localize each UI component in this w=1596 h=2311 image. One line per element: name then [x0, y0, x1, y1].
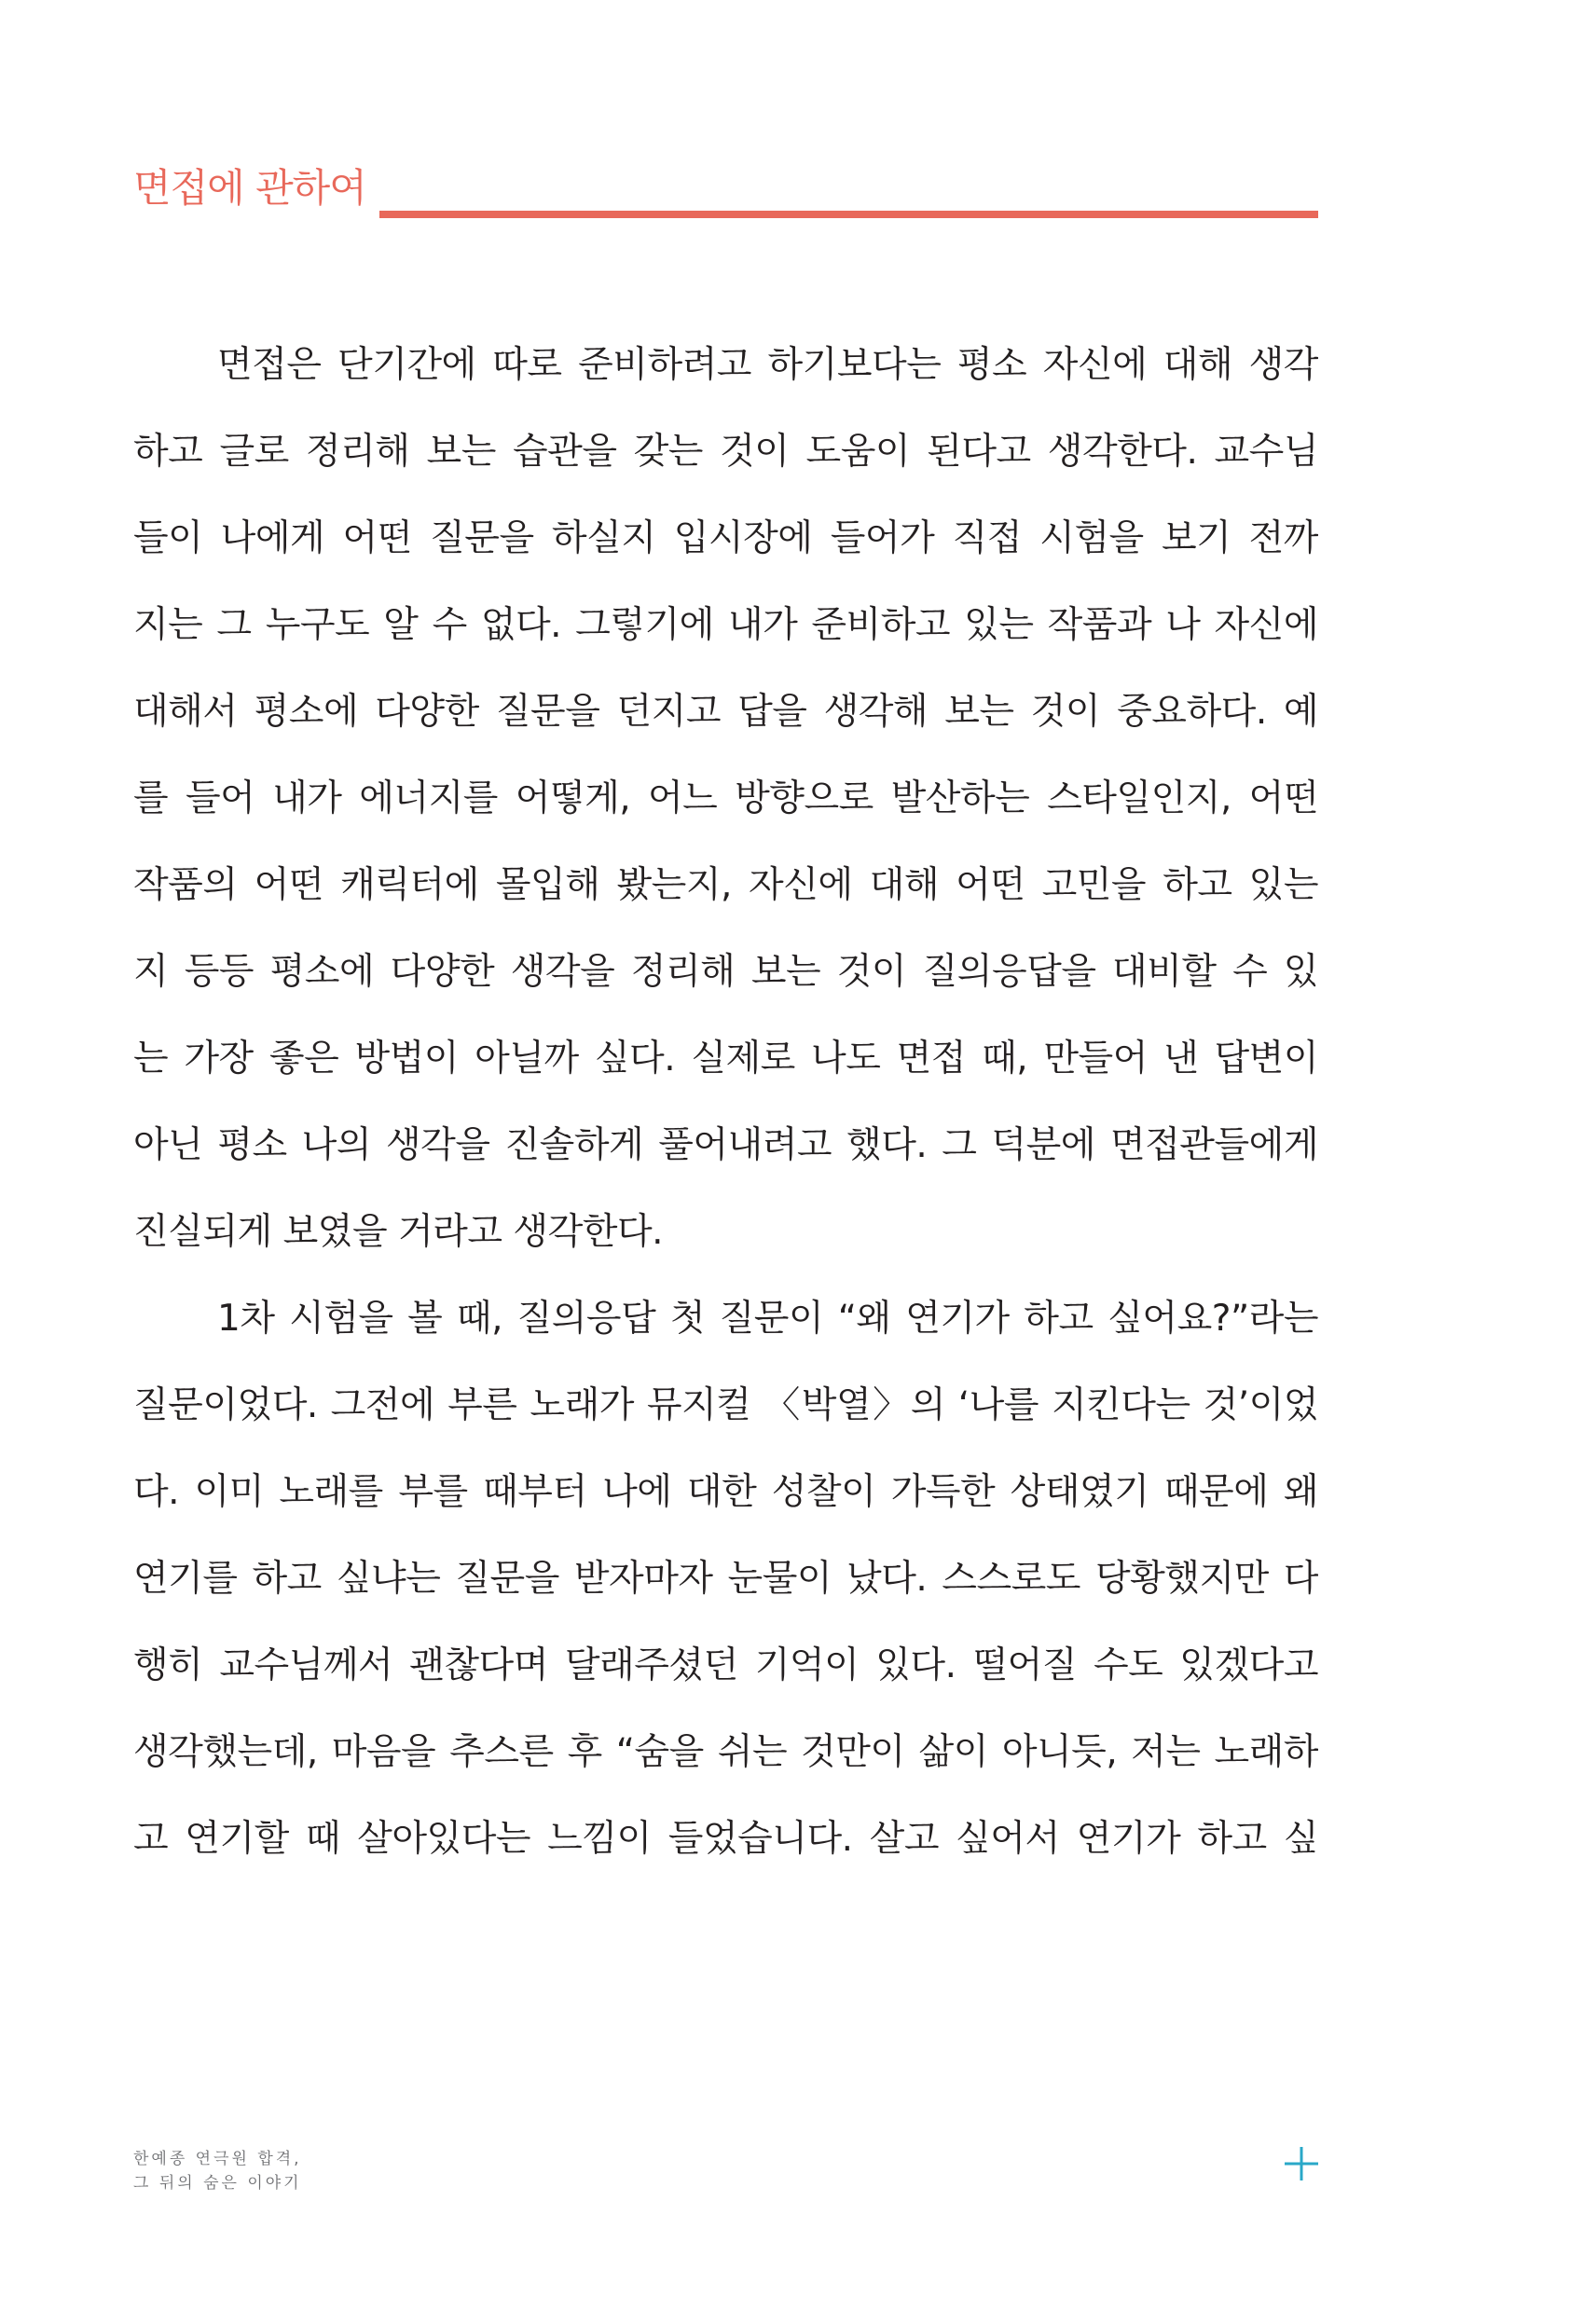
- text-line: 들이 나에게 어떤 질문을 하실지 입시장에 들어가 직접 시험을 보기 전까: [133, 517, 1318, 559]
- paragraph-1: [133, 322, 1318, 1275]
- text-line: 1차 시험을 볼 때, 질의응답 첫 질문이 “왜 연기가 하고 싶어요?”라는: [217, 1298, 1318, 1340]
- text-line: 대해서 평소에 다양한 질문을 던지고 답을 생각해 보는 것이 중요하다. 예: [133, 691, 1318, 733]
- footer-book-title-line: 한예종 연극원 합격,: [133, 2150, 302, 2168]
- text-line: 고 연기할 때 살아있다는 느낌이 들었습니다. 살고 싶어서 연기가 하고 싶: [133, 1818, 1318, 1860]
- text-line: 연기를 하고 싶냐는 질문을 받자마자 눈물이 났다. 스스로도 당황했지만 다: [133, 1558, 1318, 1600]
- text-line: 아닌 평소 나의 생각을 진솔하게 풀어내려고 했다. 그 덕분에 면접관들에게: [133, 1124, 1318, 1166]
- text-line: 면접은 단기간에 따로 준비하려고 하기보다는 평소 자신에 대해 생각: [217, 344, 1318, 386]
- text-line: 생각했는데, 마음을 추스른 후 “숨을 쉬는 것만이 삶이 아니듯, 저는 노래하: [133, 1731, 1318, 1773]
- section-title: 면접에 관하여: [133, 165, 366, 211]
- text-line: 다. 이미 노래를 부를 때부터 나에 대한 성찰이 가득한 상태였기 때문에 왜: [133, 1471, 1318, 1513]
- text-line: 질문이었다. 그전에 부른 노래가 뮤지컬 〈박열〉의 ‘나를 지킨다는 것’이었: [133, 1384, 1318, 1426]
- footer-book-title: [133, 2147, 302, 2195]
- text-line: 지는 그 누구도 알 수 없다. 그렇기에 내가 준비하고 있는 작품과 나 자신에: [133, 604, 1318, 646]
- section-title-rule: [379, 211, 1318, 218]
- text-line: 를 들어 내가 에너지를 어떻게, 어느 방향으로 발산하는 스타일인지, 어떤: [133, 777, 1318, 819]
- text-line: 진실되게 보였을 거라고 생각한다.: [133, 1211, 664, 1253]
- text-line: 작품의 어떤 캐릭터에 몰입해 봤는지, 자신에 대해 어떤 고민을 하고 있는: [133, 864, 1318, 906]
- footer-book-title-line: 그 뒤의 숨은 이야기: [133, 2174, 302, 2193]
- section-header: [133, 157, 1318, 222]
- plus-icon: [1285, 2147, 1318, 2180]
- body-text: [133, 322, 1318, 1888]
- text-line: 행히 교수님께서 괜찮다며 달래주셨던 기억이 있다. 떨어질 수도 있겠다고: [133, 1644, 1318, 1686]
- text-line: 하고 글로 정리해 보는 습관을 갖는 것이 도움이 된다고 생각한다. 교수님: [133, 431, 1318, 473]
- text-line: 지 등등 평소에 다양한 생각을 정리해 보는 것이 질의응답을 대비할 수 있: [133, 951, 1318, 993]
- paragraph-2: [133, 1275, 1318, 1882]
- page-footer: [133, 2147, 1318, 2203]
- text-line: 는 가장 좋은 방법이 아닐까 싶다. 실제로 나도 면접 때, 만들어 낸 답변이: [133, 1038, 1318, 1080]
